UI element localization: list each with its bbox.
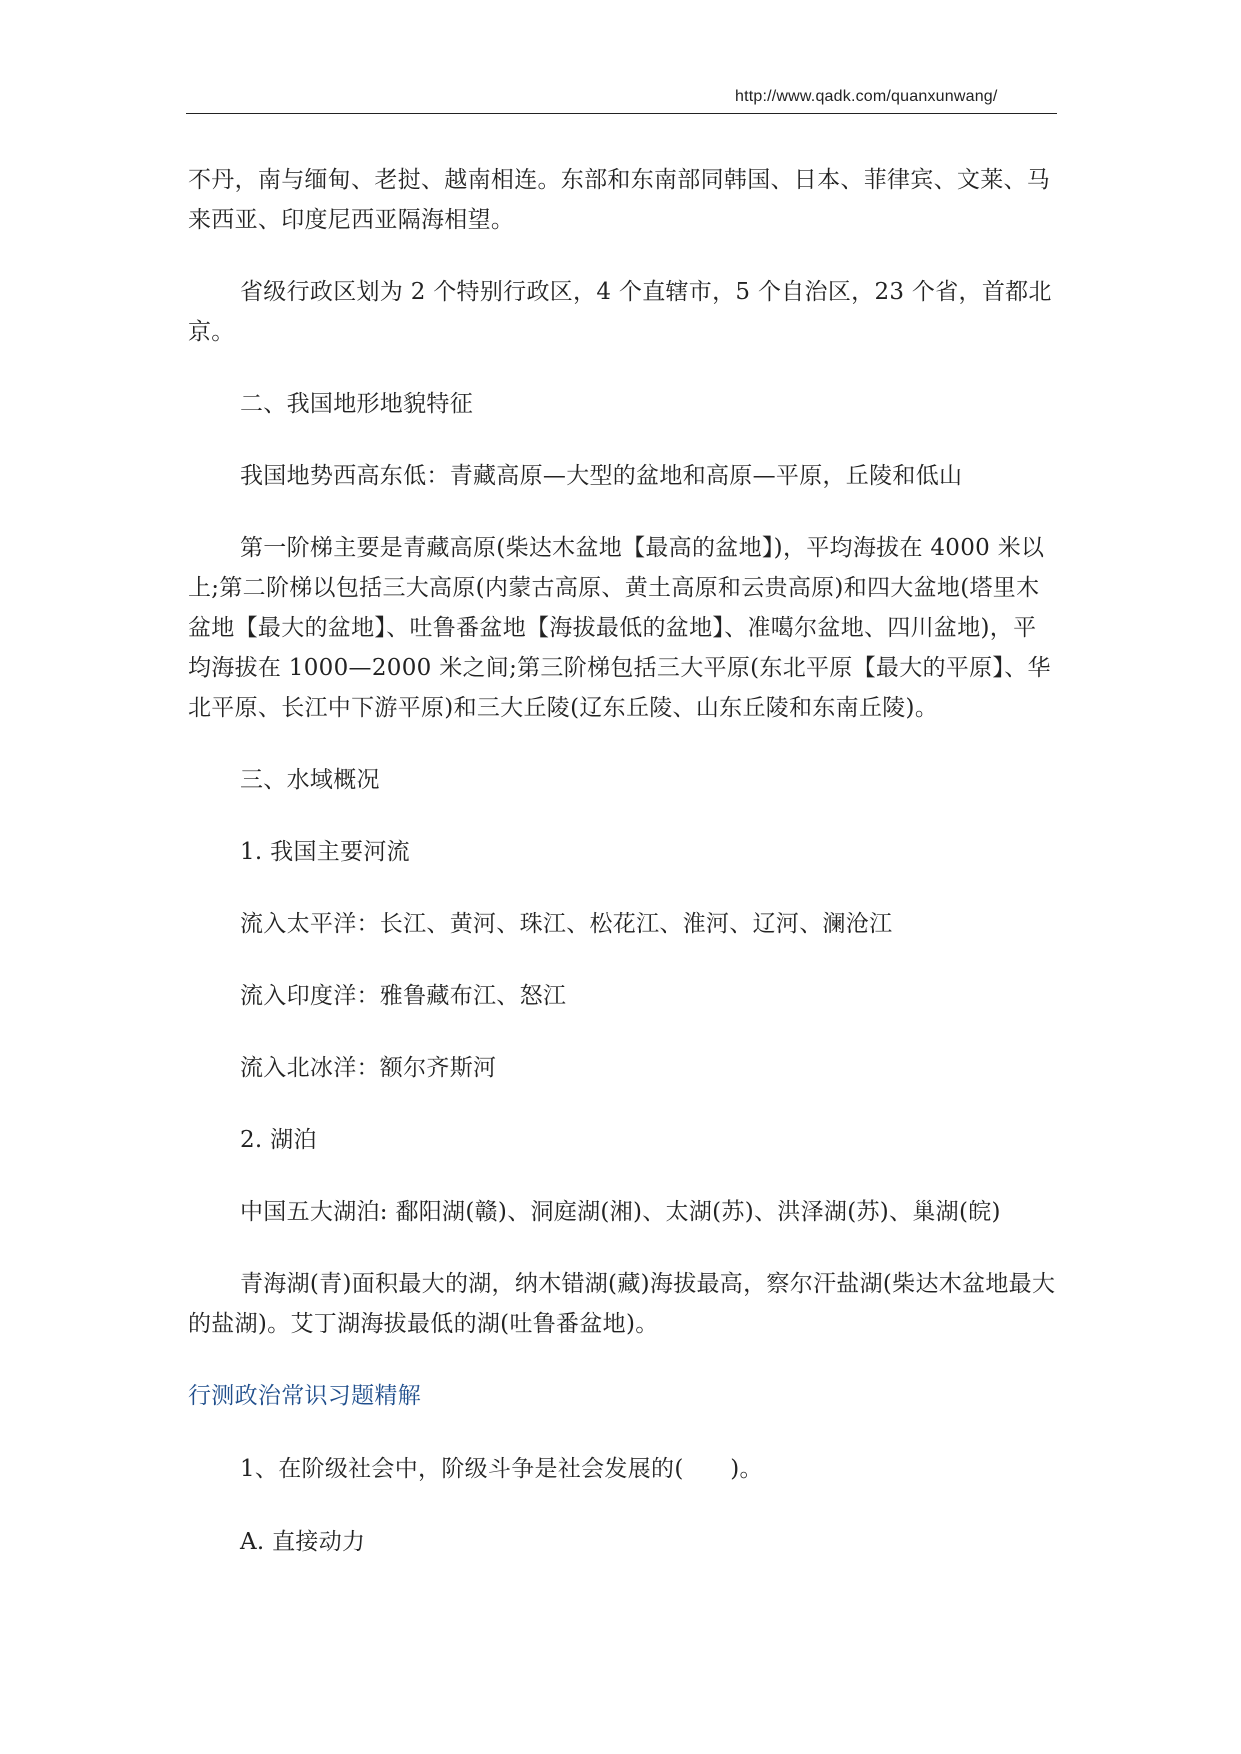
heading-rivers: 1. 我国主要河流 [240,839,410,865]
paragraph-five-lakes: 中国五大湖泊: 鄱阳湖(赣)、洞庭湖(湘)、太湖(苏)、洪泽湖(苏)、巢湖(皖) [240,1199,1001,1225]
header-divider [186,113,1057,114]
document-body [188,160,1058,1562]
question-1: 1、在阶级社会中，阶级斗争是社会发展的( )。 [240,1456,763,1482]
paragraph-indian-rivers: 流入印度洋：雅鲁藏布江、怒江 [240,983,567,1009]
header-url: http://www.qadk.com/quanxunwang/ [735,88,998,105]
heading-waters: 三、水域概况 [240,767,380,793]
paragraph-lake-records: 青海湖(青)面积最大的湖，纳木错湖(藏)海拔最高，察尔汗盐湖(柴达木盆地最大的盐湖)。艾丁湖海拔最低的湖(吐鲁番盆地)。 [188,1271,1056,1337]
paragraph-terrain-overview: 我国地势西高东低：青藏高原—大型的盆地和高原—平原，丘陵和低山 [240,463,963,489]
heading-terrain: 二、我国地形地貌特征 [240,391,473,417]
section-title: 行测政治常识习题精解 [188,1383,421,1409]
paragraph-admin-divisions: 省级行政区划为 2 个特别行政区，4 个直辖市，5 个自治区，23 个省，首都北京。 [188,279,1052,345]
paragraph-arctic-rivers: 流入北冰洋：额尔齐斯河 [240,1055,497,1081]
paragraph-terrain-steps: 第一阶梯主要是青藏高原(柴达木盆地【最高的盆地】)，平均海拔在 4000 米以上;第二阶梯以包括三大高原(内蒙古高原、黄土高原和云贵高原)和四大盆地(塔里木盆地【最大的盆地】、吐鲁番盆地【海拔最低的盆地】、准噶尔盆地、四川盆地)，平均海拔在 1000—2000 米之间;第三阶梯包括三大平原(东北平原【最大的平原】、华北平原、长江中下游平原)和三大丘陵(辽东丘陵、山东丘陵和东南丘陵)。 [188,535,1051,721]
paragraph-neighbors: 不丹，南与缅甸、老挝、越南相连。东部和东南部同韩国、日本、菲律宾、文莱、马来西亚、印度尼西亚隔海相望。 [188,167,1051,233]
paragraph-pacific-rivers: 流入太平洋：长江、黄河、珠江、松花江、淮河、辽河、澜沧江 [240,911,893,937]
heading-lakes: 2. 湖泊 [240,1127,317,1153]
answer-option-a: A. 直接动力 [240,1529,366,1555]
